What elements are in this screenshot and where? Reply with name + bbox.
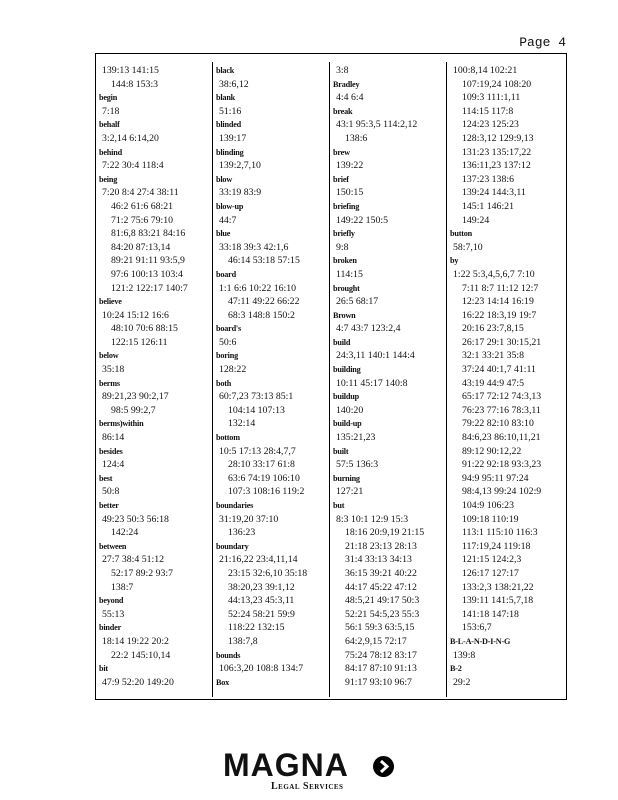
page-line-reference: 89:12 90:12,22 — [462, 445, 522, 457]
page-line-reference: 3:2,14 6:14,20 — [102, 132, 159, 144]
page-line-reference: 64:2,9,15 72:17 — [345, 635, 407, 647]
page-line-reference: 44:17 45:22 47:12 — [345, 581, 417, 593]
page-line-reference: 46:2 61:6 68:21 — [111, 200, 174, 212]
page-line-reference: 38:6,12 — [219, 78, 249, 90]
index-term: blank — [216, 93, 236, 103]
page-line-reference: 135:21,23 — [336, 432, 376, 444]
page-line-reference: 149:24 — [462, 214, 490, 226]
page-line-reference: 44:13,23 45:3,11 — [228, 595, 295, 607]
page-line-reference: 75:24 78:12 83:17 — [345, 649, 417, 661]
index-term: B-L-A-N-D-I-N-G — [450, 636, 511, 646]
page-line-reference: 89:21,23 90:2,17 — [102, 391, 169, 403]
index-term: boundary — [216, 541, 249, 551]
index-term: bit — [99, 664, 108, 674]
index-term: below — [99, 351, 119, 361]
page-line-reference: 18:16 20:9,19 21:15 — [345, 527, 425, 539]
page-line-reference: 98:4,13 99:24 102:9 — [462, 486, 542, 498]
page-line-reference: 118:22 132:15 — [228, 622, 285, 634]
page-line-reference: 153:6,7 — [462, 622, 492, 634]
page-line-reference: 79:22 82:10 83:10 — [462, 418, 534, 430]
page-line-reference: 144:8 153:3 — [111, 78, 159, 90]
index-term: blow-up — [216, 201, 244, 211]
page-line-reference: 100:8,14 102:21 — [453, 65, 518, 76]
page-line-reference: 114:15 117:8 — [462, 105, 514, 117]
page-line-reference: 84:20 87:13,14 — [111, 241, 171, 253]
page-line-reference: 36:15 39:21 40:22 — [345, 567, 417, 579]
page-line-reference: 126:17 127:17 — [462, 567, 519, 579]
page-line-reference: 9:8 — [336, 241, 349, 253]
page-line-reference: 114:15 — [336, 268, 363, 280]
page-line-reference: 124:23 125:23 — [462, 119, 519, 131]
page-line-reference: 47:9 52:20 149:20 — [102, 676, 174, 688]
index-term: being — [99, 174, 118, 184]
index-term: Bradley — [333, 79, 360, 89]
page-line-reference: 51:16 — [219, 105, 242, 117]
index-column-1 — [99, 64, 208, 693]
index-term: bottom — [216, 433, 240, 443]
page-line-reference: 50:8 — [102, 486, 120, 498]
page-line-reference: 37:24 40:1,7 41:11 — [462, 364, 536, 376]
logo-tagline: Legal Services — [271, 781, 344, 792]
index-term: blinded — [216, 120, 241, 130]
page-line-reference: 91:22 92:18 93:3,23 — [462, 459, 542, 471]
index-term: behind — [99, 147, 122, 157]
index-term: best — [99, 473, 113, 483]
page-line-reference: 65:17 72:12 74:3,13 — [462, 391, 542, 403]
page-line-reference: 150:15 — [336, 187, 364, 199]
page-line-reference: 27:7 38:4 51:12 — [102, 554, 165, 566]
page-line-reference: 117:19,24 119:18 — [462, 540, 531, 552]
page-line-reference: 121:2 122:17 140:7 — [111, 282, 188, 294]
index-term: both — [216, 378, 232, 388]
page-line-reference: 136:11,23 137:12 — [462, 160, 531, 172]
page-line-reference: 43:1 95:3,5 114:2,12 — [336, 119, 418, 131]
page-line-reference: 49:23 50:3 56:18 — [102, 513, 169, 525]
index-term: brew — [333, 147, 350, 157]
column-divider — [446, 62, 447, 697]
page-line-reference: 139:24 144:3,11 — [462, 187, 526, 199]
page-line-reference: 86:14 — [102, 432, 125, 444]
page-line-reference: 26:5 68:17 — [336, 296, 379, 308]
index-term: brought — [333, 283, 360, 293]
page-line-reference: 56:1 59:3 63:5,15 — [345, 622, 415, 634]
page-line-reference: 7:18 — [102, 105, 120, 117]
page-line-reference: 60:7,23 73:13 85:1 — [219, 391, 294, 403]
page-line-reference: 138:7,8 — [228, 635, 258, 647]
index-term: build — [333, 337, 351, 347]
page-line-reference: 128:22 — [219, 364, 247, 376]
index-term: blinding — [216, 147, 244, 157]
page-line-reference: 139:17 — [219, 132, 247, 144]
page-line-reference: 104:14 107:13 — [228, 404, 285, 416]
page-line-reference: 21:18 23:13 28:13 — [345, 540, 417, 552]
page-line-reference: 121:15 124:2,3 — [462, 554, 522, 566]
page-line-reference: 89:21 91:11 93:5,9 — [111, 255, 185, 267]
index-term: berms)within — [99, 419, 144, 429]
page-line-reference: 84:17 87:10 91:13 — [345, 663, 417, 675]
page-line-reference: 18:14 19:22 20:2 — [102, 635, 169, 647]
magna-logo — [223, 748, 398, 796]
page-line-reference: 131:23 135:17,22 — [462, 146, 532, 158]
page-line-reference: 50:6 — [219, 336, 237, 348]
page-line-reference: 21:16,22 23:4,11,14 — [219, 554, 298, 566]
index-term: broken — [333, 256, 357, 266]
page-line-reference: 107:19,24 108:20 — [462, 78, 532, 90]
page-line-reference: 58:7,10 — [453, 241, 483, 253]
index-term: binder — [99, 623, 122, 633]
page-line-reference: 48:10 70:6 88:15 — [111, 323, 178, 335]
page-line-reference: 4:4 6:4 — [336, 92, 364, 104]
index-term: board's — [216, 324, 241, 334]
page-line-reference: 139:2,7,10 — [219, 160, 261, 172]
page-line-reference: 138:7 — [111, 581, 134, 593]
page-line-reference: 52:17 89:2 93:7 — [111, 567, 174, 579]
page-line-reference: 47:11 49:22 66:22 — [228, 296, 300, 308]
page-line-reference: 20:16 23:7,8,15 — [462, 323, 524, 335]
page-line-reference: 97:6 100:13 103:4 — [111, 268, 183, 280]
page-line-reference: 1:1 6:6 10:22 16:10 — [219, 282, 297, 294]
index-term: better — [99, 501, 119, 510]
page-line-reference: 136:23 — [228, 527, 256, 539]
index-term: build-up — [333, 419, 362, 429]
page-line-reference: 3:8 — [336, 65, 349, 76]
page-line-reference: 7:22 30:4 118:4 — [102, 160, 164, 172]
page-line-reference: 10:11 45:17 140:8 — [336, 377, 408, 389]
index-term: button — [450, 229, 473, 239]
page-line-reference: 71:2 75:6 79:10 — [111, 214, 174, 226]
index-term: briefly — [333, 229, 355, 239]
index-term: briefing — [333, 201, 360, 211]
index-term: blow — [216, 174, 233, 184]
page-line-reference: 44:7 — [219, 214, 237, 226]
page-line-reference: 81:6,8 83:21 84:16 — [111, 228, 186, 240]
page-line-reference: 133:2,3 138:21,22 — [462, 581, 534, 593]
index-term: board — [216, 269, 236, 279]
index-term: brief — [333, 174, 349, 184]
index-term: behalf — [99, 120, 120, 130]
index-term: burning — [333, 473, 360, 483]
index-term: break — [333, 106, 353, 116]
page-line-reference: 38:20,23 39:1,12 — [228, 581, 295, 593]
column-divider — [212, 62, 213, 697]
arrow-circle-icon — [373, 756, 394, 777]
page-line-reference: 46:14 53:18 57:15 — [228, 255, 300, 267]
index-term: begin — [99, 93, 118, 103]
index-term: by — [450, 256, 459, 266]
page-line-reference: 141:18 147:18 — [462, 608, 519, 620]
page-line-reference: 23:15 32:6,10 35:18 — [228, 567, 308, 579]
page-line-reference: 137:23 138:6 — [462, 173, 514, 185]
page-line-reference: 124:4 — [102, 459, 125, 471]
page-line-reference: 94:9 95:11 97:24 — [462, 472, 529, 484]
page-line-reference: 145:1 146:21 — [462, 200, 514, 212]
page-line-reference: 140:20 — [336, 404, 364, 416]
index-term: bounds — [216, 650, 241, 660]
page-number: Page 4 — [519, 35, 566, 50]
page-line-reference: 35:18 — [102, 364, 125, 376]
page-line-reference: 52:24 58:21 59:9 — [228, 608, 295, 620]
page-line-reference: 10:24 15:12 16:6 — [102, 309, 169, 321]
index-term: Brown — [333, 310, 356, 320]
page-line-reference: 139:22 — [336, 160, 364, 172]
page-line-reference: 139:8 — [453, 649, 476, 661]
page-line-reference: 12:23 14:14 16:19 — [462, 296, 534, 308]
page-line-reference: 128:3,12 129:9,13 — [462, 132, 534, 144]
page-line-reference: 98:5 99:2,7 — [111, 404, 156, 416]
page-line-reference: 57:5 136:3 — [336, 459, 379, 471]
page-line-reference: 29:2 — [453, 676, 471, 688]
index-term: berms — [99, 378, 120, 388]
index-term: between — [99, 541, 127, 551]
page-line-reference: 113:1 115:10 116:3 — [462, 527, 538, 539]
page-line-reference: 149:22 150:5 — [336, 214, 388, 226]
page-line-reference: 24:3,11 140:1 144:4 — [336, 350, 415, 362]
index-column-2 — [216, 64, 325, 693]
page-line-reference: 122:15 126:11 — [111, 336, 168, 348]
page-line-reference: 8:3 10:1 12:9 15:3 — [336, 513, 409, 525]
page-line-reference: 31:4 33:13 34:13 — [345, 554, 412, 566]
index-term: believe — [99, 297, 122, 307]
page-line-reference: 139:13 141:15 — [102, 65, 159, 76]
page-line-reference: 132:14 — [228, 418, 256, 430]
page-line-reference: 33:19 83:9 — [219, 187, 262, 199]
page-line-reference: 31:19,20 37:10 — [219, 513, 279, 525]
index-term: Box — [216, 677, 230, 687]
page-line-reference: 4:7 43:7 123:2,4 — [336, 323, 401, 335]
index-term: besides — [99, 446, 123, 456]
page-line-reference: 43:19 44:9 47:5 — [462, 377, 525, 389]
index-term: buildup — [333, 392, 359, 402]
index-term: beyond — [99, 596, 124, 606]
page-line-reference: 48:5,21 49:17 50:3 — [345, 595, 420, 607]
page-line-reference: 109:18 110:19 — [462, 513, 519, 525]
index-term: boring — [216, 351, 239, 361]
page-line-reference: 109:3 111:1,11 — [462, 92, 521, 104]
page-line-reference: 104:9 106:23 — [462, 500, 514, 511]
page-line-reference: 68:3 148:8 150:2 — [228, 309, 295, 321]
page-line-reference: 7:20 8:4 27:4 38:11 — [102, 187, 179, 199]
index-term: black — [216, 66, 235, 75]
index-column-4 — [450, 64, 559, 693]
page-line-reference: 26:17 29:1 30:15,21 — [462, 336, 542, 348]
page-line-reference: 1:22 5:3,4,5,6,7 7:10 — [453, 268, 535, 280]
page-line-reference: 138:6 — [345, 132, 368, 144]
page-line-reference: 10:5 17:13 28:4,7,7 — [219, 445, 296, 457]
page-line-reference: 84:6,23 86:10,11,21 — [462, 432, 541, 444]
page-line-reference: 127:21 — [336, 486, 364, 498]
page-line-reference: 76:23 77:16 78:3,11 — [462, 404, 541, 416]
page-line-reference: 55:13 — [102, 608, 125, 620]
page-line-reference: 33:18 39:3 42:1,6 — [219, 241, 289, 253]
page-line-reference: 142:24 — [111, 527, 139, 539]
page-line-reference: 32:1 33:21 35:8 — [462, 350, 525, 362]
page-line-reference: 52:21 54:5,23 55:3 — [345, 608, 420, 620]
page-line-reference: 91:17 93:10 96:7 — [345, 676, 412, 688]
page-line-reference: 139:11 141:5,7,18 — [462, 595, 534, 607]
index-column-3 — [333, 64, 442, 693]
column-divider — [329, 62, 330, 697]
word-index-frame — [95, 53, 567, 700]
index-term: B-2 — [450, 664, 462, 674]
page-line-reference: 28:10 33:17 61:8 — [228, 459, 295, 471]
page-line-reference: 107:3 108:16 119:2 — [228, 486, 305, 498]
index-term: built — [333, 446, 349, 456]
page-line-reference: 22:2 145:10,14 — [111, 649, 171, 661]
page-line-reference: 7:11 8:7 11:12 12:7 — [462, 282, 539, 294]
page-line-reference: 63:6 74:19 106:10 — [228, 472, 300, 484]
index-term: blue — [216, 229, 231, 239]
index-term: boundaries — [216, 501, 254, 510]
page-line-reference: 16:22 18:3,19 19:7 — [462, 309, 537, 321]
index-term: building — [333, 365, 361, 375]
logo-wordmark: MAGNA — [223, 747, 349, 783]
page-line-reference: 106:3,20 108:8 134:7 — [219, 663, 304, 675]
index-term: but — [333, 501, 345, 510]
